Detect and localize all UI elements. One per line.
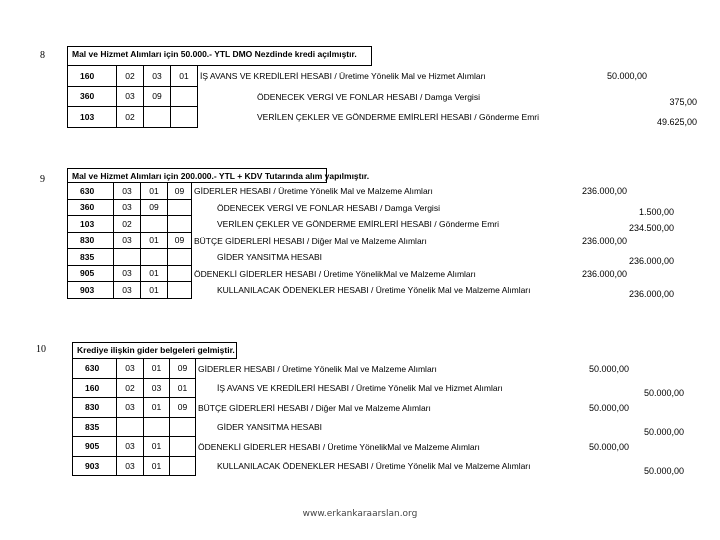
account-description: ÖDENEKLİ GİDERLER HESABI / Üretime YönelikMal ve Malzeme Alımları	[194, 268, 476, 279]
account-description: ÖDENECEK VERGİ VE FONLAR HESABI / Damga Vergisi	[217, 202, 440, 213]
sub-code: 03	[144, 379, 170, 399]
account-description: KULLANILACAK ÖDENEKLER HESABI / Üretime Yönelik Mal ve Malzeme Alımları	[217, 461, 531, 472]
credit-amount: 50.000,00	[643, 466, 684, 477]
credit-amount: 50.000,00	[643, 427, 684, 438]
account-description: VERİLEN ÇEKLER VE GÖNDERME EMİRLERİ HESABI / Gönderme Emri	[217, 219, 499, 230]
credit-amount: 375,00	[669, 96, 697, 107]
sub-code: 01	[144, 398, 170, 418]
table-row	[67, 183, 720, 200]
table-row	[72, 437, 720, 457]
sub-code: 01	[144, 437, 170, 457]
sub-code: 03	[144, 66, 171, 87]
account-description: BÜTÇE GİDERLERİ HESABI / Diğer Mal ve Malzeme Alımları	[198, 402, 431, 413]
sub-code: 02	[117, 66, 144, 87]
account-description: GİDERLER HESABI / Üretime Yönelik Mal ve Malzeme Alımları	[198, 363, 437, 374]
sub-code	[170, 457, 196, 477]
sub-code: 01	[141, 266, 168, 283]
sub-code: 03	[114, 282, 141, 299]
account-code: 630	[67, 183, 114, 200]
account-code: 160	[67, 66, 117, 87]
sub-code: 03	[114, 266, 141, 283]
footer-url: www.erkankaraarslan.org	[302, 509, 418, 519]
sub-code: 03	[117, 87, 144, 108]
table-row	[67, 87, 720, 108]
sub-code: 03	[117, 359, 144, 379]
sub-code	[114, 249, 141, 266]
account-code: 160	[72, 379, 117, 399]
account-description: BÜTÇE GİDERLERİ HESABI / Diğer Mal ve Malzeme Alımları	[194, 235, 427, 246]
credit-amount: 234.500,00	[628, 223, 674, 234]
table-row	[72, 379, 720, 399]
table-row	[67, 200, 720, 217]
sub-code: 01	[141, 233, 168, 250]
sub-code	[141, 249, 168, 266]
account-code: 103	[67, 107, 117, 128]
account-description: GİDER YANSITMA HESABI	[217, 252, 323, 263]
account-description: GİDER YANSITMA HESABI	[217, 422, 323, 433]
table-row	[72, 418, 720, 438]
table-row	[67, 249, 720, 266]
entry-title: Mal ve Hizmet Alımları için 200.000.- YTL + KDV Tutarında alım yapılmıştır.	[67, 168, 327, 183]
sub-code	[168, 266, 192, 283]
account-code: 905	[72, 437, 117, 457]
entry-number: 8	[40, 50, 45, 61]
entry-number: 9	[40, 174, 45, 185]
table-row	[72, 398, 720, 418]
table-row	[67, 216, 720, 233]
sub-code: 02	[117, 379, 144, 399]
credit-amount: 236.000,00	[628, 289, 674, 300]
sub-code	[117, 418, 144, 438]
sub-code	[144, 418, 170, 438]
sub-code: 03	[117, 398, 144, 418]
debit-amount: 236.000,00	[581, 268, 627, 279]
sub-code: 03	[114, 183, 141, 200]
sub-code: 09	[170, 398, 196, 418]
sub-code	[144, 107, 171, 128]
entry-title: Mal ve Hizmet Alımları için 50.000.- YTL DMO Nezdinde kredi açılmıştır.	[67, 46, 372, 66]
account-code: 903	[72, 457, 117, 477]
account-description: ÖDENECEK VERGİ VE FONLAR HESABI / Damga Vergisi	[257, 91, 480, 102]
account-code: 835	[72, 418, 117, 438]
sub-code: 03	[117, 457, 144, 477]
account-description: GİDERLER HESABI / Üretime Yönelik Mal ve Malzeme Alımları	[194, 186, 433, 197]
table-row	[67, 266, 720, 283]
sub-code: 01	[144, 359, 170, 379]
account-code: 905	[67, 266, 114, 283]
sub-code: 09	[141, 200, 168, 217]
sub-code	[170, 437, 196, 457]
sub-code: 01	[141, 282, 168, 299]
account-code: 630	[72, 359, 117, 379]
credit-amount: 236.000,00	[628, 256, 674, 267]
debit-amount: 236.000,00	[581, 235, 627, 246]
account-code: 835	[67, 249, 114, 266]
debit-amount: 50.000,00	[588, 402, 629, 413]
credit-amount: 1.500,00	[638, 206, 674, 217]
account-description: ÖDENEKLİ GİDERLER HESABI / Üretime YönelikMal ve Malzeme Alımları	[198, 441, 480, 452]
table-row	[67, 107, 720, 128]
account-description: İŞ AVANS VE KREDİLERİ HESABI / Üretime Yönelik Mal ve Hizmet Alımları	[217, 383, 503, 394]
sub-code	[168, 249, 192, 266]
sub-code: 09	[168, 183, 192, 200]
debit-amount: 50.000,00	[588, 363, 629, 374]
table-row	[67, 282, 720, 299]
credit-amount: 49.625,00	[656, 117, 697, 128]
sub-code	[141, 216, 168, 233]
sub-code	[168, 216, 192, 233]
sub-code: 01	[144, 457, 170, 477]
account-description: KULLANILACAK ÖDENEKLER HESABI / Üretime Yönelik Mal ve Malzeme Alımları	[217, 285, 531, 296]
account-code: 360	[67, 87, 117, 108]
account-description: VERİLEN ÇEKLER VE GÖNDERME EMİRLERİ HESABI / Gönderme Emri	[257, 112, 539, 123]
sub-code: 09	[144, 87, 171, 108]
sub-code: 02	[117, 107, 144, 128]
account-code: 103	[67, 216, 114, 233]
sub-code	[168, 200, 192, 217]
table-row	[72, 359, 720, 379]
account-code: 830	[72, 398, 117, 418]
debit-amount: 50.000,00	[606, 71, 647, 82]
debit-amount: 236.000,00	[581, 186, 627, 197]
sub-code: 03	[117, 437, 144, 457]
account-code: 903	[67, 282, 114, 299]
sub-code: 01	[141, 183, 168, 200]
sub-code	[171, 87, 198, 108]
sub-code	[170, 418, 196, 438]
sub-code: 01	[170, 379, 196, 399]
table-row	[72, 457, 720, 477]
credit-amount: 50.000,00	[643, 388, 684, 399]
account-code: 360	[67, 200, 114, 217]
table-row	[67, 233, 720, 250]
account-code: 830	[67, 233, 114, 250]
entry-title: Krediye ilişkin gider belgeleri gelmiştir.	[72, 342, 237, 359]
sub-code: 02	[114, 216, 141, 233]
sub-code: 03	[114, 233, 141, 250]
sub-code: 03	[114, 200, 141, 217]
sub-code: 09	[170, 359, 196, 379]
sub-code	[168, 282, 192, 299]
table-row	[67, 66, 720, 87]
debit-amount: 50.000,00	[588, 441, 629, 452]
account-description: İŞ AVANS VE KREDİLERİ HESABI / Üretime Yönelik Mal ve Hizmet Alımları	[200, 71, 486, 82]
sub-code: 01	[171, 66, 198, 87]
entry-number: 10	[36, 344, 46, 355]
sub-code: 09	[168, 233, 192, 250]
sub-code	[171, 107, 198, 128]
